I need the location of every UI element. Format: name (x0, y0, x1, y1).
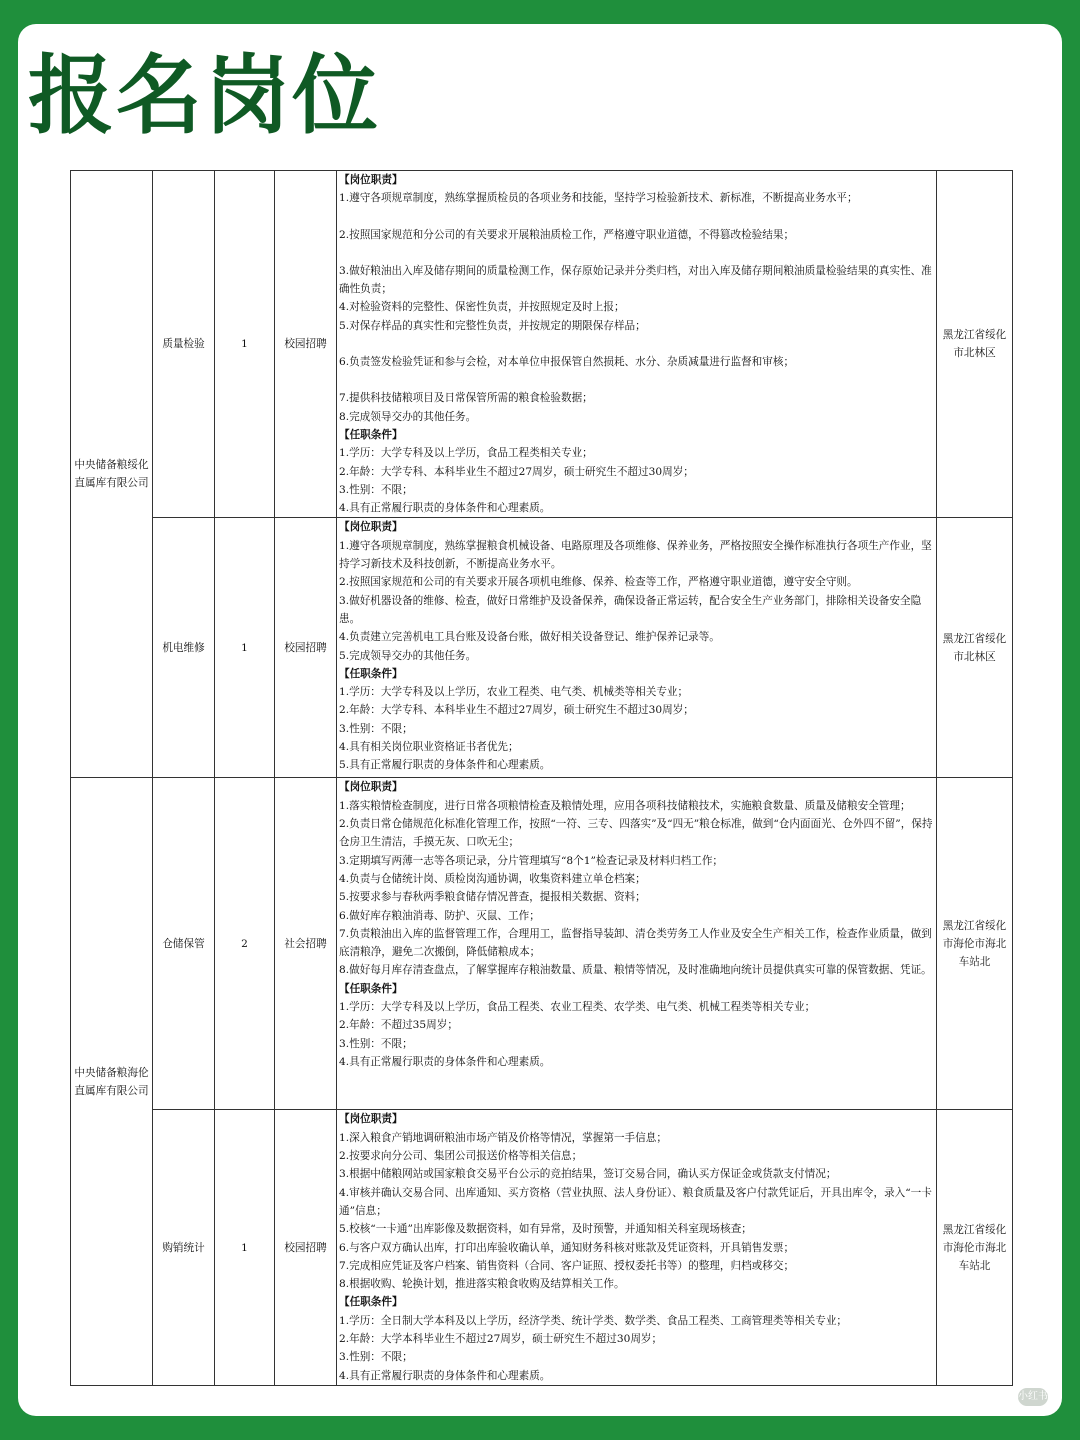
duty-line: 3.性别：不限； (339, 1037, 413, 1050)
duty-line: 4.对检验资料的完整性、保密性负责，并按照规定及时上报； (339, 301, 625, 314)
duty-line: 3.根据中储粮网站或国家粮食交易平台公示的竞拍结果，签订交易合同，确认买方保证金或货款支付情况； (339, 1168, 837, 1181)
section-heading: 【岗位职责】 (339, 174, 403, 186)
section-heading: 【任职条件】 (339, 667, 403, 680)
duty-line: 5.具有正常履行职责的身体条件和心理素质。 (339, 759, 551, 772)
section-heading: 【任职条件】 (339, 428, 403, 441)
duty-line: 4.负责与仓储统计岗、质检岗沟通协调，收集资料建立单仓档案； (339, 872, 646, 885)
duty-line: 1.学历：大学专科及以上学历，食品工程类相关专业； (339, 447, 593, 460)
position-cell: 购销统计 (153, 1110, 215, 1386)
duty-line: 3.做好机器设备的维修、检查，做好日常维护及设备保养，确保设备正常运转，配合安全生产业务部门，排除相关设备安全隐患。 (339, 594, 922, 625)
duty-line: 8.根据收购、轮换计划，推进落实粮食收购及结算相关工作。 (339, 1278, 625, 1291)
table-row (71, 171, 1013, 518)
duty-line: 2.年龄：大学专科、本科毕业生不超过27周岁，硕士研究生不超过30周岁； (339, 465, 694, 478)
page-title: 报名岗位 (28, 46, 380, 146)
position-cell: 机电维修 (153, 518, 215, 778)
section-heading: 【任职条件】 (339, 1296, 403, 1309)
duty-line: 2.年龄：大学本科毕业生不超过27周岁，硕士研究生不超过30周岁； (339, 1333, 663, 1346)
location-cell: 黑龙江省绥化市北林区 (937, 518, 1013, 778)
duties-cell (337, 171, 937, 518)
duty-line: 8.完成领导交办的其他任务。 (339, 410, 477, 423)
position-cell: 质量检验 (153, 171, 215, 518)
location-cell: 黑龙江省绥化市海伦市海北车站北 (937, 778, 1013, 1110)
duty-line: 1.遵守各项规章制度，熟练掌握粮食机械设备、电路原理及各项维修、保养业务，严格按照安全操作标准执行各项生产作业，坚持学习新技术及科技创新，不断提高业务水平。 (339, 539, 932, 571)
duty-line: 6.与客户双方确认出库，打印出库验收确认单，通知财务科核对账款及凭证资料，开具销售发票； (339, 1241, 795, 1254)
duty-line: 4.负责建立完善机电工具台账及设备台账，做好相关设备登记、维护保养记录等。 (339, 631, 720, 644)
method-cell: 校园招聘 (275, 518, 337, 778)
duty-line: 2.按照国家规范和分公司的有关要求开展粮油质检工作，严格遵守职业道德，不得篡改检验结果； (339, 228, 795, 241)
table-row (71, 778, 1013, 1110)
spacer (339, 371, 935, 389)
section-heading: 【岗位职责】 (339, 1113, 403, 1126)
table-row (71, 1110, 1013, 1386)
duty-line: 7.负责粮油出入库的监督管理工作，合理用工，监督指导装卸、清仓类劳务工人作业及安全生产相关工作，检查作业质量，做到底清粮净，避免二次搬倒，降低储粮成本； (339, 927, 932, 959)
spacer (339, 244, 935, 262)
duty-line: 6.负责签发检验凭证和参与会检，对本单位申报保管自然损耗、水分、杂质减量进行监督和审核； (339, 356, 795, 369)
count-cell: 1 (215, 518, 275, 778)
duty-line: 1.落实粮情检查制度，进行日常各项粮情检查及粮情处理，应用各项科技储粮技术，实施粮食数量、质量及储粮安全管理； (339, 799, 911, 812)
duties-cell (337, 518, 937, 778)
duty-line: 1.学历：大学专科及以上学历，农业工程类、电气类、机械类等相关专业； (339, 686, 689, 699)
section-heading: 【岗位职责】 (339, 781, 403, 794)
duty-line: 4.具有相关岗位职业资格证书者优先； (339, 741, 519, 754)
duty-line: 7.完成相应凭证及客户档案、销售资料（合同、客户证照、授权委托书等）的整理，归档或移交； (339, 1259, 795, 1272)
duty-line: 1.遵守各项规章制度，熟练掌握质检员的各项业务和技能，坚持学习检验新技术、新标准，不断提高业务水平； (339, 192, 858, 205)
duty-line: 7.提供科技储粮项目及日常保管所需的粮食检验数据； (339, 392, 593, 405)
table-row (71, 518, 1013, 778)
spacer (339, 335, 935, 353)
location-cell: 黑龙江省绥化市北林区 (937, 171, 1013, 518)
duty-line: 2.按要求向分公司、集团公司报送价格等相关信息； (339, 1150, 583, 1163)
spacer (339, 208, 935, 226)
position-cell: 仓储保管 (153, 778, 215, 1110)
content-card (18, 24, 1062, 1416)
count-cell: 2 (215, 778, 275, 1110)
duty-line: 6.做好库存粮油消毒、防护、灭鼠、工作； (339, 909, 540, 922)
duty-line: 2.按照国家规范和公司的有关要求开展各项机电维修、保养、检查等工作，严格遵守职业道德，遵守安全守则。 (339, 576, 858, 589)
duty-line: 4.具有正常履行职责的身体条件和心理素质。 (339, 502, 551, 515)
duty-line: 4.具有正常履行职责的身体条件和心理素质。 (339, 1055, 551, 1068)
duty-line: 4.具有正常履行职责的身体条件和心理素质。 (339, 1369, 551, 1382)
duty-line: 2.负责日常仓储规范化标准化管理工作，按照“一符、三专、四落实”及“四无”粮仓标准，做到“仓内面面光、仓外四不留”，保持仓房卫生清洁，手摸无灰、口吹无尘； (339, 818, 933, 849)
duty-line: 4.审核并确认交易合同、出库通知、买方资格（营业执照、法人身份证）、粮食质量及客户付款凭证后，开具出库令，录入“一卡通”信息； (339, 1186, 932, 1217)
method-cell: 校园招聘 (275, 171, 337, 518)
duty-line: 3.做好粮油出入库及储存期间的质量检测工作，保存原始记录并分类归档，对出入库及储存期间粮油质量检验结果的真实性、准确性负责； (339, 264, 932, 296)
duties-cell (337, 778, 937, 1110)
duty-line: 5.校核“一卡通”出库影像及数据资料，如有异常，及时预警，并通知相关科室现场核查； (339, 1223, 752, 1236)
location-cell: 黑龙江省绥化市海伦市海北车站北 (937, 1110, 1013, 1386)
unit-cell: 中央储备粮绥化直属库有限公司 (71, 171, 153, 778)
duties-cell (337, 1110, 937, 1386)
duty-line: 3.性别：不限； (339, 1351, 413, 1364)
duty-line: 1.学历：大学专科及以上学历，食品工程类、农业工程类、农学类、电气类、机械工程类等相关专业； (339, 1001, 816, 1014)
duty-line: 8.做好每月库存清查盘点，了解掌握库存粮油数量、质量、粮情等情况，及时准确地向统计员提供真实可靠的保管数据、凭证。 (339, 964, 932, 977)
duty-line: 5.对保存样品的真实性和完整性负责，并按规定的期限保存样品； (339, 319, 646, 332)
duty-line: 5.完成领导交办的其他任务。 (339, 649, 477, 662)
duty-line: 1.学历：全日制大学本科及以上学历，经济学类、统计学类、数学类、食品工程类、工商管理类等相关专业； (339, 1314, 848, 1327)
duty-line: 5.按要求参与春秋两季粮食储存情况普查，提报相关数据、资料； (339, 891, 646, 904)
count-cell: 1 (215, 1110, 275, 1386)
section-heading: 【任职条件】 (339, 982, 403, 995)
duty-line: 2.年龄：不超过35周岁； (339, 1019, 458, 1032)
duty-line: 3.定期填写两薄一志等各项记录，分片管理填写“8个1”检查记录及材料归档工作； (339, 854, 724, 867)
duty-line: 3.性别：不限； (339, 483, 413, 496)
duty-line: 3.性别：不限； (339, 722, 413, 735)
duty-line: 1.深入粮食产销地调研粮油市场产销及价格等情况，掌握第一手信息； (339, 1131, 667, 1144)
watermark-badge: 小红书 (1018, 1388, 1048, 1406)
unit-cell: 中央储备粮海伦直属库有限公司 (71, 778, 153, 1386)
duty-line: 2.年龄：大学专科、本科毕业生不超过27周岁，硕士研究生不超过30周岁； (339, 704, 694, 717)
method-cell: 校园招聘 (275, 1110, 337, 1386)
method-cell: 社会招聘 (275, 778, 337, 1110)
count-cell: 1 (215, 171, 275, 518)
job-table (70, 170, 1013, 1386)
section-heading: 【岗位职责】 (339, 521, 403, 534)
